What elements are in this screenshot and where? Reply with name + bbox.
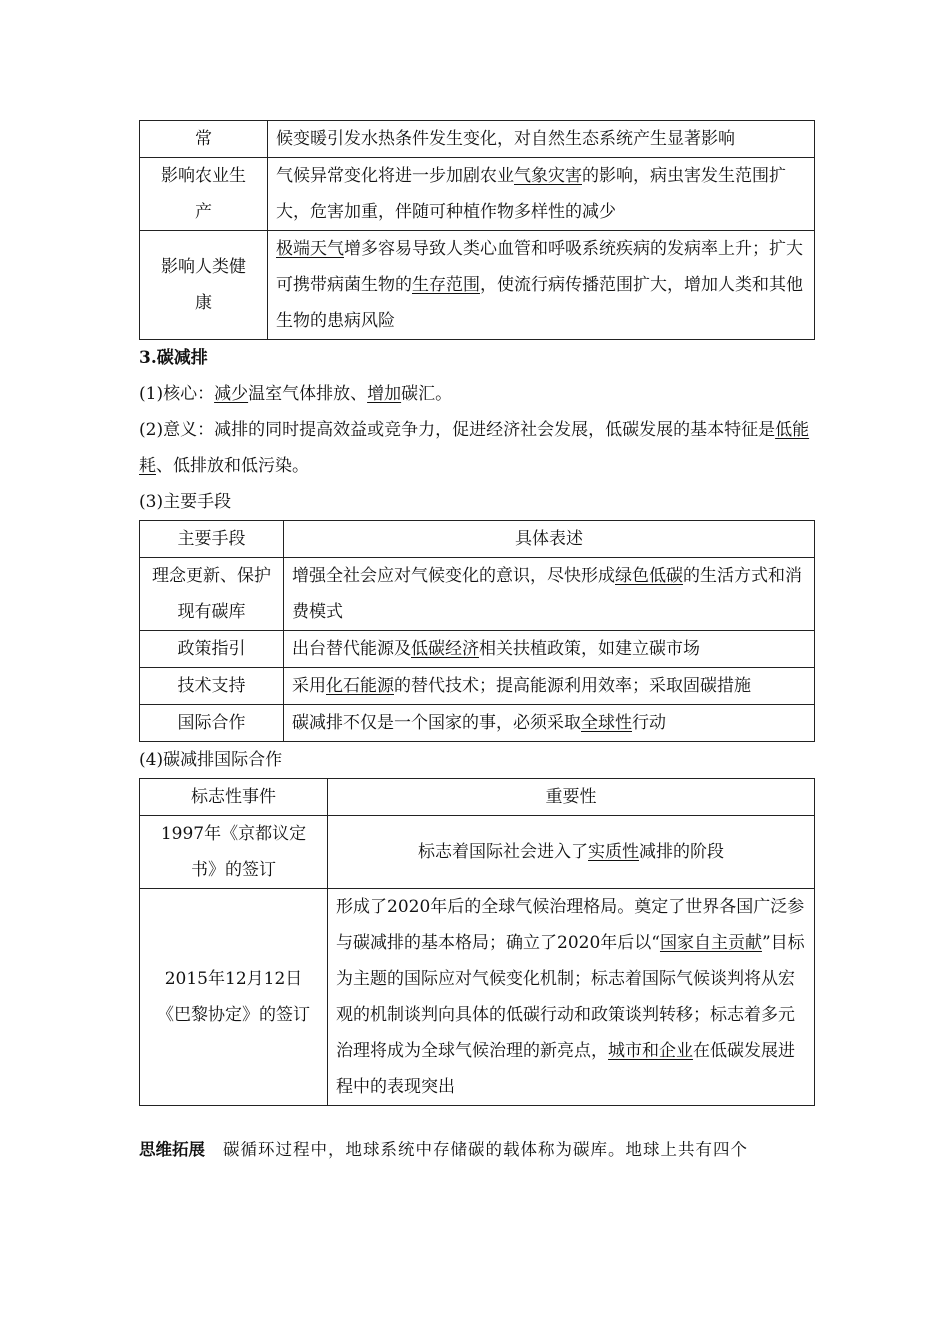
means-label: (3)主要手段 <box>139 492 232 512</box>
row-text <box>284 668 815 705</box>
underlined-term: 气象灾害 <box>514 166 582 186</box>
underlined-term: 绿色低碳 <box>615 566 683 586</box>
text-segment: 气候异常变化将进一步加剧农业 <box>276 166 514 186</box>
text-segment: 出台替代能源及 <box>292 639 411 659</box>
column-header: 具体表述 <box>284 521 815 558</box>
text-segment: 形成了2020年后的全球气候治理格局。奠定了世界各国广泛参与碳减排的基本格局；确立了2020年后以“ <box>336 897 805 953</box>
meaning-paragraph <box>139 412 815 484</box>
table-row <box>140 705 815 742</box>
row-text <box>284 631 815 668</box>
text-segment: (2)意义：减排的同时提高效益或竞争力，促进经济社会发展，低碳发展的基本特征是 <box>139 420 776 440</box>
thinking-extension <box>139 1132 815 1168</box>
row-text <box>328 816 815 889</box>
column-header: 重要性 <box>328 779 815 816</box>
table-row <box>140 158 815 231</box>
text-segment: 增强全社会应对气候变化的意识，尽快形成 <box>292 566 615 586</box>
page-content <box>139 120 815 1168</box>
text-segment: 增多容易导致人类心血管和呼吸系统疾病的发病率上升；扩大可携带病菌生物的 <box>276 239 803 295</box>
row-text <box>284 705 815 742</box>
underlined-term: 城市和企业 <box>608 1041 693 1061</box>
table-header-row <box>140 779 815 816</box>
row-label: 影响农业生产 <box>140 158 268 231</box>
underlined-term: 低碳经济 <box>411 639 479 659</box>
core-paragraph <box>139 376 815 412</box>
underlined-term: 增加 <box>367 384 402 404</box>
underlined-term: 减少 <box>214 384 249 404</box>
row-text <box>284 558 815 631</box>
table-row <box>140 668 815 705</box>
row-label: 技术支持 <box>140 668 284 705</box>
text-segment: 碳汇。 <box>401 384 453 404</box>
table-row <box>140 121 815 158</box>
text-segment: 的替代技术；提高能源利用效率；采取固碳措施 <box>394 676 751 696</box>
row-label: 理念更新、保护现有碳库 <box>140 558 284 631</box>
table-row <box>140 631 815 668</box>
text-segment: 行动 <box>632 713 666 733</box>
underlined-term: 全球性 <box>581 713 632 733</box>
text-segment: 减排的阶段 <box>639 842 724 862</box>
text-segment: 温室气体排放、 <box>248 384 368 404</box>
column-header: 标志性事件 <box>140 779 328 816</box>
climate-impact-table <box>139 120 815 340</box>
table-row <box>140 889 815 1106</box>
row-text <box>268 231 815 340</box>
row-text <box>268 121 815 158</box>
row-label: 国际合作 <box>140 705 284 742</box>
underlined-term: 极端天气 <box>276 239 344 259</box>
text-segment: 相关扶植政策，如建立碳市场 <box>479 639 700 659</box>
row-label: 2015年12月12日《巴黎协定》的签订 <box>140 889 328 1106</box>
tip-label: 思维拓展 <box>139 1140 205 1159</box>
text-segment: 标志着国际社会进入了 <box>418 842 588 862</box>
text-segment: 在低碳发展进程中的表现突出 <box>336 1041 795 1097</box>
table-header-row <box>140 521 815 558</box>
table-row <box>140 558 815 631</box>
underlined-term: 国家自主贡献 <box>659 933 762 953</box>
row-text <box>268 158 815 231</box>
text-segment: ”目标为主题的国际应对气候变化机制；标志着国际气候谈判将从宏观的机制谈判向具体的低碳行动和政策谈判转移；标志着多元治理将成为全球气候治理的新亮点， <box>336 933 805 1061</box>
text-segment: 碳减排不仅是一个国家的事，必须采取 <box>292 713 581 733</box>
row-label: 1997年《京都议定书》的签订 <box>140 816 328 889</box>
intl-cooperation-table <box>139 778 815 1106</box>
row-label: 常 <box>140 121 268 158</box>
underlined-term: 实质性 <box>588 842 639 862</box>
row-label: 影响人类健康 <box>140 231 268 340</box>
text-segment: 的影响，病虫害发生范围扩大，危害加重，伴随可种植作物多样性的减少 <box>276 166 786 222</box>
tip-text: 碳循环过程中，地球系统中存储碳的载体称为碳库。地球上共有四个 <box>223 1140 748 1159</box>
intl-label: (4)碳减排国际合作 <box>139 750 283 770</box>
row-text <box>328 889 815 1106</box>
text-segment: ，使流行病传播范围扩大，增加人类和其他生物的患病风险 <box>276 275 803 331</box>
means-table <box>139 520 815 742</box>
text-segment: 的生活方式和消费模式 <box>292 566 802 622</box>
underlined-term: 低能耗 <box>139 420 810 476</box>
row-label: 政策指引 <box>140 631 284 668</box>
section-heading: 3.碳减排 <box>139 348 208 368</box>
text-segment: 候变暖引发水热条件发生变化，对自然生态系统产生显著影响 <box>276 129 735 149</box>
column-header: 主要手段 <box>140 521 284 558</box>
table-row <box>140 816 815 889</box>
text-segment: 、低排放和低污染。 <box>156 456 309 476</box>
table-row <box>140 231 815 340</box>
text-segment: (1)核心： <box>139 384 215 404</box>
underlined-term: 化石能源 <box>326 676 394 696</box>
underlined-term: 生存范围 <box>412 275 480 295</box>
text-segment: 采用 <box>292 676 326 696</box>
